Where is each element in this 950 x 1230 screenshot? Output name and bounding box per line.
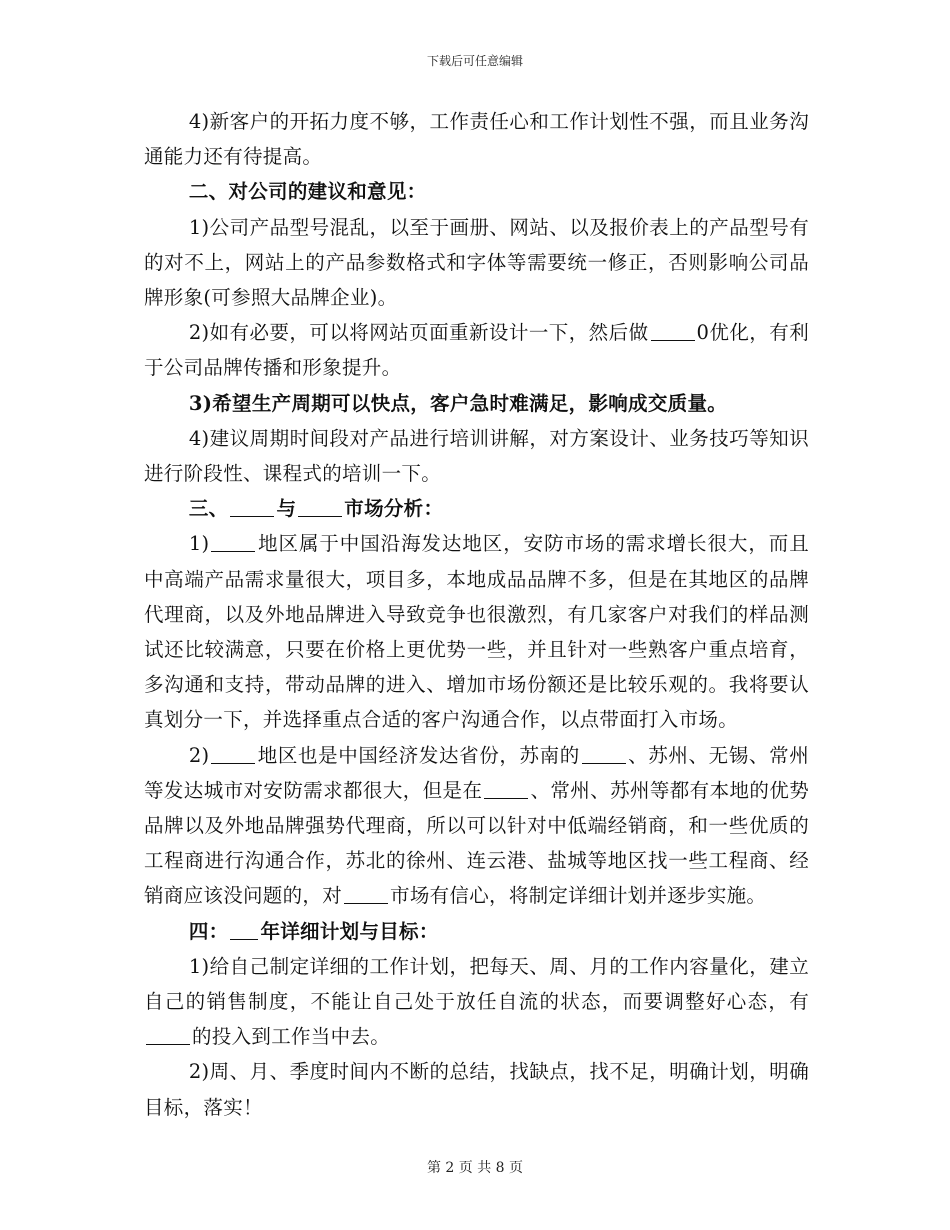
blank-underline [230,918,258,939]
text-segment: 市场有信心，将制定详细计划并逐步实施。 [390,884,767,908]
blank-underline [211,531,255,552]
text-segment: 地区也是中国经济发达省份，苏南的 [257,743,580,767]
blank-underline [298,496,342,517]
paragraph-new-clients: 4)新客户的开拓力度不够，工作责任心和工作计划性不强，而且业务沟通能力还有待提高。 [144,110,809,169]
blank-underline [211,742,255,763]
text-segment: 0优化，有利于公司品牌传播和形象提升。 [144,321,809,380]
document-body [144,104,809,1125]
text-segment: 与 [276,497,297,521]
section-heading-market-analysis [144,491,809,526]
text-segment: 2) [188,743,210,767]
text-segment: 2)如有必要，可以将网站页面重新设计一下，然后做 [188,321,649,345]
text-segment: 年详细计划与目标： [260,919,439,943]
text-segment: 1) [188,532,210,556]
blank-underline [146,1024,190,1045]
paragraph-training: 4)建议周期时间段对产品进行培训讲解，对方案设计、业务技巧等知识进行阶段性、课程式的培训一下。 [144,426,809,486]
text-segment: 、苏州、无锡、常州等发达城市对安防需求都很大，但是在 [144,743,809,802]
text-segment: 地区属于中国沿海发达地区，安防市场的需求增长很大，而且中高端产品需求量很大，项目多，本地成品品牌不多，但是在其地区的品牌代理商，以及外地品牌进入导致竞争也很激烈，有几家客户对我们的样品测试还比较满意，只要在价格上更优势一些，并且针对一些熟客户重点培育，多沟通和支持，带动品牌的进入、增加市场份额还是比较乐观的。我将要认真划分一下，并选择重点合适的客户沟通合作，以点带面打入市场。 [144,532,809,732]
page-footer: 第 2 页 共 8 页 [426,1160,524,1176]
paragraph-production-cycle: 3)希望生产周期可以快点，客户急时难满足，影响成交质量。 [188,391,728,415]
text-segment: 1)给自己制定详细的工作计划，把每天、周、月的工作内容量化，建立自己的销售制度，不能让自己处于放任自流的状态，而要调整好心态，有 [144,954,809,1014]
text-segment: 市场分析： [344,497,444,521]
text-segment: 的投入到工作当中去。 [192,1025,391,1049]
paragraph-product-models: 1)公司产品型号混乱，以至于画册、网站、以及报价表上的产品型号有的对不上，网站上的产品参数格式和字体等需要统一修正，否则影响公司品牌形象(可参照大品牌企业)。 [144,215,809,310]
blank-underline [230,496,274,517]
paragraph-work-plan [144,949,809,1055]
blank-underline [484,777,528,798]
text-segment: 、常州、苏州等都有本地的优势品牌以及外地品牌强势代理商，所以可以针对中低端经销商，和一些优质的工程商进行沟通合作，苏北的徐州、连云港、盐城等地区找一些工程商、经销商应该没问题的，对 [144,778,809,908]
section-heading-plan-goals [144,914,809,949]
text-segment: 三、 [188,497,229,521]
blank-underline [344,883,388,904]
page-header: 下载后可任意编辑 [426,54,523,68]
blank-underline [651,320,695,341]
text-segment: 四： [188,919,229,943]
paragraph-website-redesign [144,315,809,385]
paragraph-coastal-region [144,526,809,737]
section-heading-suggestions: 二、对公司的建议和意见： [188,180,427,204]
paragraph-summary: 2)周、月、季度时间内不断的总结，找缺点，找不足，明确计划，明确目标，落实！ [144,1060,809,1119]
paragraph-jiangsu-region [144,738,809,914]
blank-underline [582,742,626,763]
